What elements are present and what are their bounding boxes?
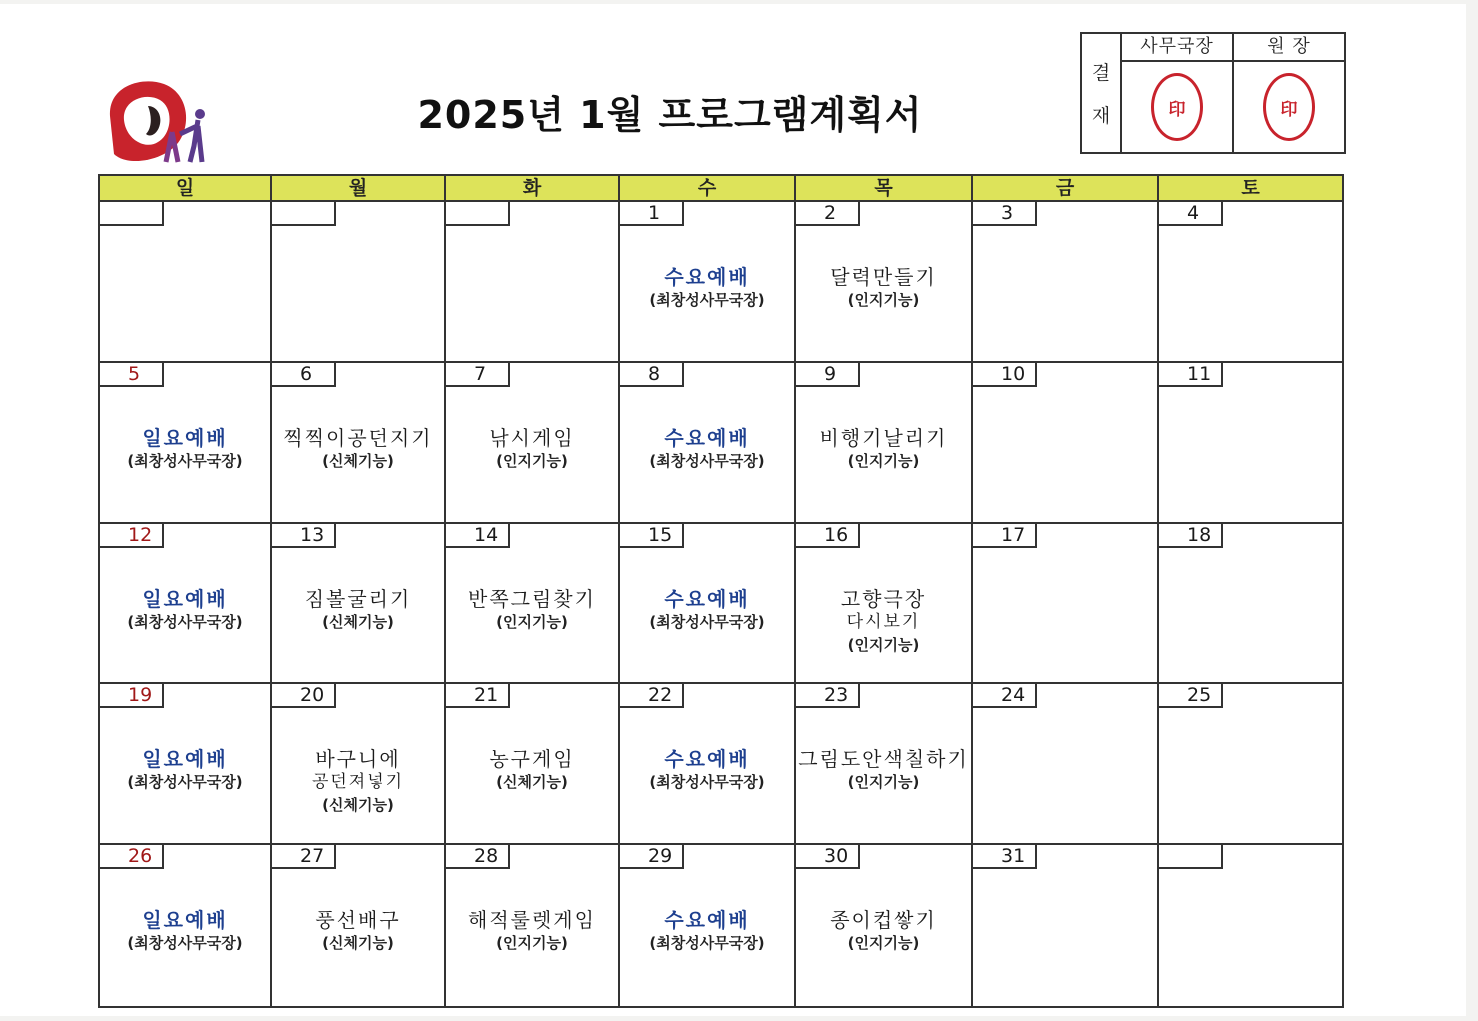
- day-number: 16: [796, 524, 860, 548]
- seal-stamp-icon: 印: [1151, 73, 1203, 141]
- event-subtitle: (최창성사무국장): [649, 612, 765, 631]
- event-subtitle: (최창성사무국장): [649, 291, 765, 309]
- day-number: 10: [973, 363, 1037, 387]
- day-number: 2: [796, 202, 860, 226]
- event-title: 일요예배: [142, 747, 228, 772]
- approval-column-secretary: [1122, 34, 1232, 152]
- calendar-day-cell: [620, 684, 796, 845]
- event-subtitle: (인지기능): [496, 451, 568, 470]
- day-number: 24: [973, 684, 1037, 708]
- day-number: 17: [973, 524, 1037, 548]
- program-event: [620, 909, 794, 954]
- day-number: 6: [272, 363, 336, 387]
- calendar-day-cell: [1159, 202, 1342, 363]
- day-number: 4: [1159, 202, 1223, 226]
- event-subtitle: (인지기능): [496, 934, 568, 953]
- event-subtitle: (최창성사무국장): [649, 451, 765, 470]
- event-title: 비행기날리기: [819, 425, 948, 450]
- calendar-day-cell: [1159, 684, 1342, 845]
- program-event: [272, 909, 444, 954]
- event-title: 수요예배: [664, 265, 750, 289]
- calendar-day-cell: [796, 684, 973, 845]
- day-number: 5: [100, 363, 164, 387]
- program-event: [100, 588, 270, 633]
- calendar-day-cell: [272, 363, 446, 524]
- calendar-day-cell: [100, 363, 272, 524]
- event-title: 풍선배구: [315, 908, 401, 933]
- calendar-day-cell: [973, 845, 1159, 1006]
- weekday-header-sun: 일: [100, 176, 272, 202]
- calendar-day-cell: [796, 363, 973, 524]
- program-event: [620, 748, 794, 793]
- day-number: [446, 202, 510, 226]
- day-number: 11: [1159, 363, 1223, 387]
- program-event: [620, 588, 794, 633]
- event-title-line2: 공던져넣기: [311, 772, 405, 793]
- day-number: 19: [100, 684, 164, 708]
- day-number: 18: [1159, 524, 1223, 548]
- day-number: 12: [100, 524, 164, 548]
- approval-head-director: 원 장: [1234, 34, 1344, 62]
- page-title: 2025년 1월 프로그램계획서: [417, 93, 923, 137]
- day-number: 25: [1159, 684, 1223, 708]
- calendar-day-cell: [796, 524, 973, 685]
- calendar-grid: [98, 174, 1344, 1008]
- approval-head-secretary: 사무국장: [1122, 34, 1232, 62]
- event-title: 수요예배: [664, 908, 750, 933]
- approval-label-2: 재: [1091, 105, 1111, 127]
- approval-column-director: [1232, 34, 1344, 152]
- day-number: 23: [796, 684, 860, 708]
- event-title: 그림도안색칠하기: [798, 747, 969, 772]
- calendar-day-cell: [446, 202, 620, 363]
- program-event: [272, 427, 444, 472]
- event-subtitle: (인지기능): [496, 612, 568, 631]
- day-number: 31: [973, 845, 1037, 869]
- day-number: 26: [100, 845, 164, 869]
- event-subtitle: (신체기능): [322, 796, 394, 815]
- weekday-header-fri: 금: [973, 176, 1159, 202]
- approval-box: [1080, 32, 1346, 154]
- calendar-day-cell: [446, 684, 620, 845]
- event-title: 반쪽그림찾기: [468, 586, 596, 611]
- calendar-day-cell: [620, 524, 796, 685]
- weekday-header-wed: 수: [620, 176, 796, 202]
- calendar-day-cell: [620, 202, 796, 363]
- program-event: [796, 427, 971, 472]
- event-subtitle: (신체기능): [496, 773, 568, 792]
- program-event: [272, 588, 444, 633]
- event-subtitle: (최창성사무국장): [127, 934, 243, 953]
- calendar-day-cell: [973, 684, 1159, 845]
- program-event: [620, 427, 794, 472]
- event-subtitle: (인지기능): [847, 635, 920, 654]
- calendar-day-cell: [620, 363, 796, 524]
- event-title: 고향극장: [840, 586, 927, 611]
- event-subtitle: (최창성사무국장): [649, 934, 765, 953]
- seal-stamp-icon: 印: [1263, 73, 1315, 141]
- day-number: 3: [973, 202, 1037, 226]
- day-number: 13: [272, 524, 336, 548]
- day-number: [272, 202, 336, 226]
- calendar-day-cell: [620, 845, 796, 1006]
- event-title: 달력만들기: [830, 265, 937, 289]
- program-event: [100, 748, 270, 793]
- event-title: 종이컵쌓기: [830, 908, 937, 933]
- event-subtitle: (최창성사무국장): [127, 612, 243, 631]
- day-number: [1159, 845, 1223, 869]
- event-title: 일요예배: [142, 425, 228, 450]
- calendar-day-cell: [973, 363, 1159, 524]
- calendar-day-cell: [973, 202, 1159, 363]
- event-title: 짐볼굴리기: [304, 586, 412, 611]
- event-subtitle: (인지기능): [847, 451, 920, 470]
- event-title: 바구니에: [315, 747, 401, 772]
- calendar-day-cell: [1159, 524, 1342, 685]
- event-title: 일요예배: [142, 586, 228, 611]
- event-title: 수요예배: [664, 747, 750, 772]
- program-event: [796, 266, 971, 311]
- weekday-header-tue: 화: [446, 176, 620, 202]
- program-event: [446, 588, 618, 633]
- calendar-day-cell: [446, 845, 620, 1006]
- event-title: 수요예배: [664, 586, 750, 611]
- approval-label: [1082, 34, 1122, 152]
- weekday-header-sat: 토: [1159, 176, 1342, 202]
- event-title: 낚시게임: [489, 425, 575, 450]
- calendar-day-cell: [272, 202, 446, 363]
- calendar-day-cell: [446, 363, 620, 524]
- day-number: 1: [620, 202, 684, 226]
- calendar-day-cell: [1159, 363, 1342, 524]
- program-event: [446, 909, 618, 954]
- calendar-day-cell: [272, 524, 446, 685]
- event-subtitle: (인지기능): [847, 773, 920, 792]
- program-event: [796, 909, 971, 954]
- program-event: [446, 748, 618, 793]
- program-event: [796, 588, 971, 656]
- event-subtitle: (인지기능): [847, 291, 920, 309]
- day-number: 7: [446, 363, 510, 387]
- calendar-day-cell: [100, 845, 272, 1006]
- event-title: 농구게임: [489, 747, 575, 772]
- program-event: [446, 427, 618, 472]
- event-subtitle: (최창성사무국장): [127, 773, 243, 792]
- program-event: [620, 266, 794, 311]
- day-number: 22: [620, 684, 684, 708]
- event-title: 수요예배: [664, 425, 750, 450]
- day-number: 9: [796, 363, 860, 387]
- calendar-day-cell: [100, 684, 272, 845]
- event-subtitle: (최창성사무국장): [127, 451, 243, 470]
- calendar-day-cell: [272, 684, 446, 845]
- weekday-header-mon: 월: [272, 176, 446, 202]
- program-event: [100, 427, 270, 472]
- day-number: 15: [620, 524, 684, 548]
- weekday-header-thu: 목: [796, 176, 973, 202]
- event-title-line2: 다시보기: [846, 611, 921, 632]
- day-number: 8: [620, 363, 684, 387]
- calendar-day-cell: [796, 202, 973, 363]
- day-number: 30: [796, 845, 860, 869]
- program-event: [796, 748, 971, 793]
- day-number: 20: [272, 684, 336, 708]
- event-subtitle: (신체기능): [322, 934, 394, 953]
- approval-label-1: 결: [1091, 62, 1111, 84]
- document-page: [0, 4, 1466, 1016]
- program-event: [100, 909, 270, 954]
- event-title: 해적룰렛게임: [468, 908, 596, 933]
- day-number: 14: [446, 524, 510, 548]
- calendar-day-cell: [446, 524, 620, 685]
- calendar-day-cell: [796, 845, 973, 1006]
- event-subtitle: (신체기능): [322, 451, 394, 470]
- calendar-day-cell: [100, 524, 272, 685]
- program-event: [272, 748, 444, 816]
- calendar-day-cell: [272, 845, 446, 1006]
- day-number: [100, 202, 164, 226]
- calendar-day-cell: [1159, 845, 1342, 1006]
- day-number: 21: [446, 684, 510, 708]
- event-title: 찍찍이공던지기: [283, 425, 433, 450]
- event-subtitle: (신체기능): [322, 612, 394, 631]
- calendar-day-cell: [973, 524, 1159, 685]
- day-number: 27: [272, 845, 336, 869]
- day-number: 29: [620, 845, 684, 869]
- calendar-day-cell: [100, 202, 272, 363]
- event-subtitle: (인지기능): [847, 934, 920, 953]
- day-number: 28: [446, 845, 510, 869]
- event-title: 일요예배: [142, 908, 228, 933]
- center-logo: [102, 76, 210, 168]
- event-subtitle: (최창성사무국장): [649, 773, 765, 792]
